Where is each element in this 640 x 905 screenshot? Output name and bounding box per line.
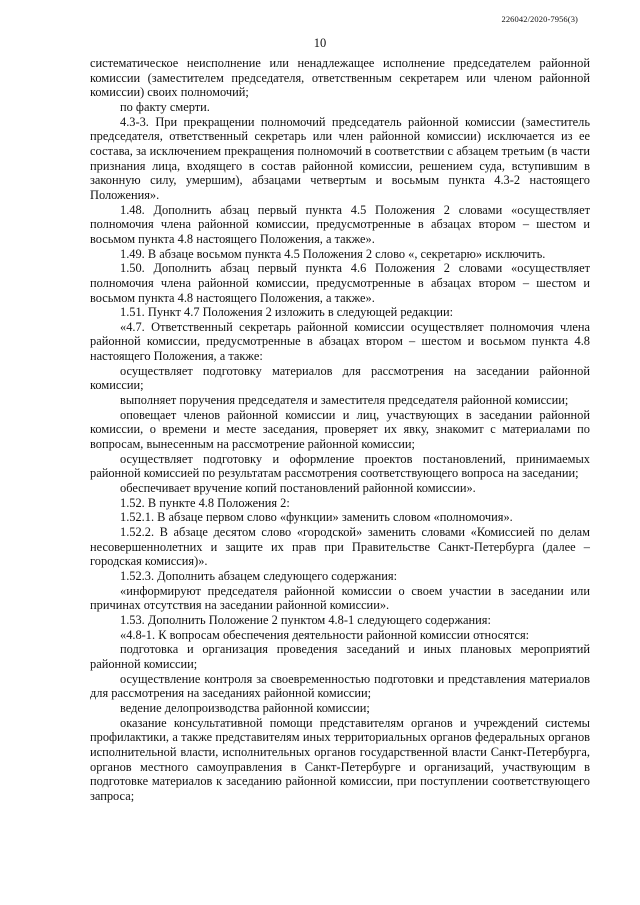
- paragraph: осуществляет подготовку материалов для рассмотрения на заседании районной комиссии;: [90, 363, 590, 393]
- paragraph: 1.52. В пункте 4.8 Положения 2:: [120, 495, 290, 510]
- page-number: 10: [313, 36, 327, 50]
- paragraph: «4.7. Ответственный секретарь районной комиссии осуществляет полномочия члена районной комиссии, предусмотренные в абзацах втором – шестом и восьмом пункта 4.8 настоящего Положения, а также:: [90, 319, 590, 364]
- paragraph: 1.53. Дополнить Положение 2 пунктом 4.8-1 следующего содержания:: [120, 612, 491, 627]
- paragraph: ведение делопроизводства районной комиссии;: [120, 700, 370, 715]
- paragraph: осуществляет подготовку и оформление проектов постановлений, принимаемых районной комиссией по результатам рассмотрения соответствующего вопроса на заседании;: [90, 451, 590, 481]
- paragraph: 1.50. Дополнить абзац первый пункта 4.6 Положения 2 словами «осуществляет полномочия члена районной комиссии, предусмотренные в абзацах втором – шестом и восьмом пункта 4.8 настоящего Положения, а также».: [90, 261, 590, 305]
- paragraph: осуществление контроля за своевременностью подготовки и представления материалов для рассмотрения на заседаниях районной комиссии;: [90, 671, 590, 701]
- paragraph: 1.51. Пункт 4.7 Положения 2 изложить в следующей редакции:: [120, 305, 454, 320]
- paragraph: систематическое неисполнение или ненадлежащее исполнение председателем районной комиссии (заместителем председателя, ответственным секретарем или членом районной комиссии) своих полномочий;: [90, 56, 590, 100]
- paragraph: 1.48. Дополнить абзац первый пункта 4.5 Положения 2 словами «осуществляет полномочия члена районной комиссии, предусмотренные в абзацах втором – шестом и восьмом пункта 4.8 настоящего Положения, а также».: [90, 202, 590, 246]
- paragraph: выполняет поручения председателя и заместителя председателя районной комиссии;: [120, 393, 569, 408]
- paragraph: «информируют председателя районной комиссии о своем участии в заседании или причинах отсутствия на заседании районной комиссии».: [90, 583, 590, 613]
- paragraph: обеспечивает вручение копий постановлений районной комиссии».: [120, 481, 476, 496]
- paragraph: 1.52.2. В абзаце десятом слово «городской» заменить словами «Комиссией по делам несовершеннолетних и защите их прав при Правительстве Санкт-Петербурга (далее – городская комиссия)».: [90, 525, 590, 569]
- document-id: 226042/2020-7956(3): [501, 14, 578, 24]
- paragraph: «4.8-1. К вопросам обеспечения деятельности районной комиссии относятся:: [120, 627, 530, 642]
- paragraph: оповещает членов районной комиссии и лиц, участвующих в заседании районной комиссии, о времени и месте заседания, проверяет их явку, знакомит с материалами по вопросам, вынесенным на рассмотрение районной комиссии;: [90, 407, 590, 452]
- document-body: [90, 56, 590, 803]
- paragraph: 1.52.1. В абзаце первом слово «функции» заменить словом «полномочия».: [120, 510, 513, 525]
- paragraph: оказание консультативной помощи представителям органов и учреждений системы профилактики, а также представителям иных территориальных органов федеральных органов исполнительной власти, исполнительных органов государственной власти Санкт-Петербурга, органов местного самоуправления в Санкт-Петербурге и организаций, участвующим в подготовке материалов к заседанию районной комиссии, при поступлении соответствующего запроса;: [90, 715, 590, 803]
- paragraph: 4.3-3. При прекращении полномочий председатель районной комиссии (заместитель председателя, ответственный секретарь или член районной комиссии) исключается из ее состава, за исключением прекращения полномочий в соответствии с абзацем третьим (в части признания лица, входящего в состав районной комиссии, решением суда, вступившим в законную силу, умершим), абзацами четвертым и восьмым пункта 4.3-2 настоящего Положения».: [90, 114, 590, 202]
- paragraph: по факту смерти.: [120, 99, 210, 114]
- paragraph: 1.49. В абзаце восьмом пункта 4.5 Положения 2 слово «, секретарю» исключить.: [120, 246, 546, 261]
- paragraph: подготовка и организация проведения заседаний и иных плановых мероприятий районной комиссии;: [90, 642, 590, 671]
- paragraph: 1.52.3. Дополнить абзацем следующего содержания:: [120, 568, 398, 583]
